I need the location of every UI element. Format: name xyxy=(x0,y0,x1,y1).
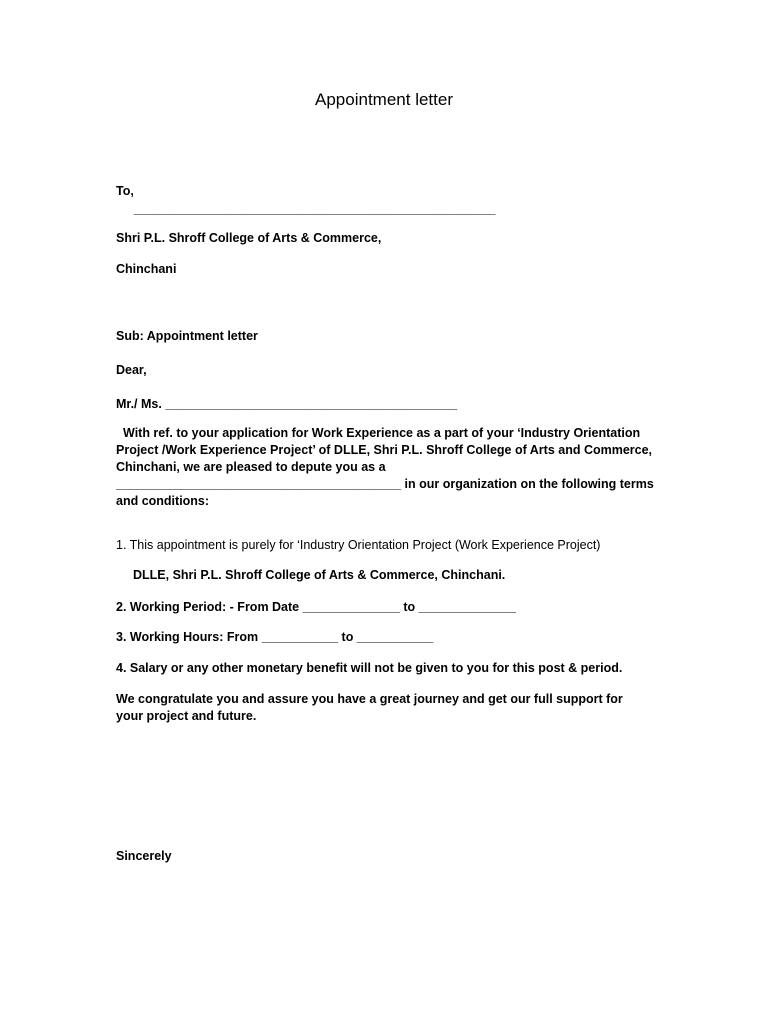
term-1-line-1: 1. This appointment is purely for ‘Industry Orientation Project (Work Experience Project) xyxy=(116,538,601,552)
body-quoted: ‘Industry Orientation Project /Work Experience Project’ xyxy=(116,426,641,457)
term-4: 4. Salary or any other monetary benefit will not be given to you for this post & period. xyxy=(116,661,623,675)
body-terms: in our organization on the following terms and conditions: xyxy=(116,477,654,508)
city-name: Chinchani xyxy=(116,262,177,276)
recipient-blank: ____________________________________________________ xyxy=(134,202,496,216)
subject-line: Sub: Appointment letter xyxy=(116,329,258,343)
salutation: Dear, xyxy=(116,363,147,377)
body-of-dlle: of DLLE, Shri P.L. Shroff College of Arts and Commerce, Chinchani, we are pleased to depute you as a xyxy=(116,443,653,474)
term-1-line-2: DLLE, Shri P.L. Shroff College of Arts & Commerce, Chinchani. xyxy=(133,568,506,582)
page-title: Appointment letter xyxy=(315,90,453,109)
name-prefix: Mr./ Ms. xyxy=(116,397,162,411)
name-blank: __________________________________________ xyxy=(165,397,458,411)
name-line xyxy=(116,396,457,413)
body-paragraph xyxy=(116,425,656,510)
closing-paragraph: We congratulate you and assure you have a great journey and get our full support for your project and future. xyxy=(116,692,623,723)
term-2: 2. Working Period: - From Date ______________ to ______________ xyxy=(116,600,516,614)
body-intro: With ref. to your application for Work Experience as a part of your xyxy=(123,426,514,440)
sign-off: Sincerely xyxy=(116,849,172,863)
to-label: To, xyxy=(116,184,134,198)
college-name: Shri P.L. Shroff College of Arts & Commerce, xyxy=(116,231,382,245)
term-3: 3. Working Hours: From ___________ to ___________ xyxy=(116,630,434,644)
depute-blank: _________________________________________ xyxy=(116,477,402,491)
